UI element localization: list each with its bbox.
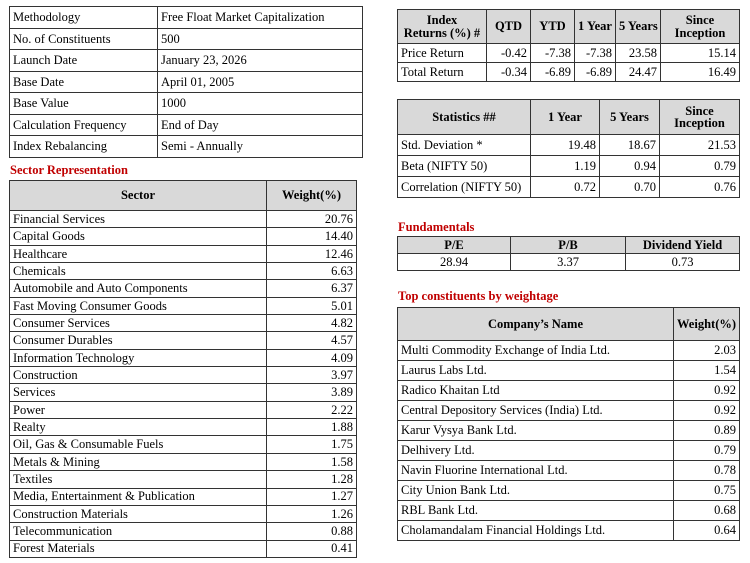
sector-name: Construction xyxy=(10,367,267,384)
sector-row xyxy=(10,488,357,505)
statistics-header: Statistics ## xyxy=(398,100,531,135)
sector-name: Telecommunication xyxy=(10,523,267,540)
constituents-header-row xyxy=(398,308,740,341)
info-value: 1000 xyxy=(158,93,363,115)
info-value: Free Float Market Capitalization xyxy=(158,7,363,29)
sector-row xyxy=(10,349,357,366)
sector-row xyxy=(10,367,357,384)
statistics-1y-header: 1 Year xyxy=(531,100,600,135)
constituent-weight: 0.79 xyxy=(674,441,740,461)
returns-body xyxy=(398,44,740,82)
dividend-yield-header: Dividend Yield xyxy=(626,237,740,254)
info-value: 500 xyxy=(158,28,363,50)
sector-row xyxy=(10,401,357,418)
statistics-5y: 0.70 xyxy=(600,177,660,198)
sector-name: Automobile and Auto Components xyxy=(10,280,267,297)
sector-name: Oil, Gas & Consumable Fuels xyxy=(10,436,267,453)
constituent-row xyxy=(398,401,740,421)
top-constituents-title: Top constituents by weightage xyxy=(398,289,559,303)
returns-5y: 23.58 xyxy=(616,44,661,63)
constituent-weight: 0.92 xyxy=(674,401,740,421)
returns-1y: -6.89 xyxy=(575,63,616,82)
sector-weight: 0.88 xyxy=(267,523,357,540)
returns-since-header: Since Inception xyxy=(661,10,740,44)
sector-name: Financial Services xyxy=(10,211,267,228)
info-label: Launch Date xyxy=(10,50,158,72)
info-row xyxy=(10,28,363,50)
company-name: Multi Commodity Exchange of India Ltd. xyxy=(398,341,674,361)
sector-header: Sector xyxy=(10,181,267,211)
sector-representation-title: Sector Representation xyxy=(10,163,128,177)
returns-row xyxy=(398,63,740,82)
sector-row xyxy=(10,228,357,245)
index-returns-table xyxy=(397,9,740,82)
returns-header: Index Returns (%) # xyxy=(398,10,487,44)
company-name: RBL Bank Ltd. xyxy=(398,501,674,521)
company-name-header: Company’s Name xyxy=(398,308,674,341)
sector-weight: 2.22 xyxy=(267,401,357,418)
sector-row xyxy=(10,280,357,297)
sector-row xyxy=(10,297,357,314)
sector-row xyxy=(10,436,357,453)
sector-weight: 1.26 xyxy=(267,505,357,522)
statistics-body xyxy=(398,135,740,198)
info-row xyxy=(10,114,363,136)
sector-name: Chemicals xyxy=(10,263,267,280)
statistics-table xyxy=(397,99,740,198)
constituent-row xyxy=(398,341,740,361)
statistics-1y: 0.72 xyxy=(531,177,600,198)
returns-ytd-header: YTD xyxy=(531,10,575,44)
info-row xyxy=(10,50,363,72)
returns-qtd: -0.34 xyxy=(487,63,531,82)
company-name: City Union Bank Ltd. xyxy=(398,481,674,501)
sector-name: Construction Materials xyxy=(10,505,267,522)
fundamentals-row xyxy=(398,254,740,271)
statistics-since: 0.79 xyxy=(660,156,740,177)
company-name: Cholamandalam Financial Holdings Ltd. xyxy=(398,521,674,541)
constituent-weight: 0.64 xyxy=(674,521,740,541)
pb-header: P/B xyxy=(511,237,626,254)
info-label: Index Rebalancing xyxy=(10,136,158,158)
constituent-row xyxy=(398,501,740,521)
sector-name: Power xyxy=(10,401,267,418)
sector-name: Consumer Durables xyxy=(10,332,267,349)
sector-row xyxy=(10,332,357,349)
sector-table xyxy=(9,180,357,558)
sector-row xyxy=(10,263,357,280)
info-value: Semi - Annually xyxy=(158,136,363,158)
returns-label: Total Return xyxy=(398,63,487,82)
constituent-weight: 0.92 xyxy=(674,381,740,401)
returns-header-row xyxy=(398,10,740,44)
pe-value: 28.94 xyxy=(398,254,511,271)
sector-row xyxy=(10,384,357,401)
info-value: End of Day xyxy=(158,114,363,136)
statistics-5y: 0.94 xyxy=(600,156,660,177)
statistics-5y: 18.67 xyxy=(600,135,660,156)
company-name: Laurus Labs Ltd. xyxy=(398,361,674,381)
sector-name: Media, Entertainment & Publication xyxy=(10,488,267,505)
constituent-row xyxy=(398,481,740,501)
sector-row xyxy=(10,505,357,522)
sector-weight: 12.46 xyxy=(267,245,357,262)
sector-name: Consumer Services xyxy=(10,315,267,332)
fundamentals-header-row xyxy=(398,237,740,254)
constituent-weight: 0.68 xyxy=(674,501,740,521)
info-row xyxy=(10,136,363,158)
sector-weight: 14.40 xyxy=(267,228,357,245)
info-row xyxy=(10,71,363,93)
index-info-table xyxy=(9,6,363,158)
info-row xyxy=(10,93,363,115)
statistics-since: 0.76 xyxy=(660,177,740,198)
index-info-body xyxy=(10,7,363,158)
sector-name: Healthcare xyxy=(10,245,267,262)
returns-ytd: -6.89 xyxy=(531,63,575,82)
statistics-label: Std. Deviation * xyxy=(398,135,531,156)
company-name: Karur Vysya Bank Ltd. xyxy=(398,421,674,441)
sector-name: Services xyxy=(10,384,267,401)
info-value: January 23, 2026 xyxy=(158,50,363,72)
sector-weight: 1.88 xyxy=(267,419,357,436)
company-name: Navin Fluorine International Ltd. xyxy=(398,461,674,481)
constituent-weight: 0.75 xyxy=(674,481,740,501)
constituent-row xyxy=(398,521,740,541)
sector-name: Metals & Mining xyxy=(10,453,267,470)
statistics-5y-header: 5 Years xyxy=(600,100,660,135)
constituent-weight: 0.89 xyxy=(674,421,740,441)
returns-1y-header: 1 Year xyxy=(575,10,616,44)
returns-1y: -7.38 xyxy=(575,44,616,63)
company-name: Central Depository Services (India) Ltd. xyxy=(398,401,674,421)
fundamentals-table xyxy=(397,236,740,271)
constituent-row xyxy=(398,361,740,381)
constituent-weight: 2.03 xyxy=(674,341,740,361)
sector-weight: 4.09 xyxy=(267,349,357,366)
info-row xyxy=(10,7,363,29)
constituent-weight-header: Weight(%) xyxy=(674,308,740,341)
returns-row xyxy=(398,44,740,63)
sector-row xyxy=(10,419,357,436)
info-label: No. of Constituents xyxy=(10,28,158,50)
sector-weight: 6.63 xyxy=(267,263,357,280)
statistics-label: Beta (NIFTY 50) xyxy=(398,156,531,177)
sector-row xyxy=(10,211,357,228)
sector-name: Information Technology xyxy=(10,349,267,366)
sector-weight: 6.37 xyxy=(267,280,357,297)
sector-row xyxy=(10,315,357,332)
info-label: Calculation Frequency xyxy=(10,114,158,136)
returns-qtd: -0.42 xyxy=(487,44,531,63)
sector-row xyxy=(10,471,357,488)
sector-weight: 5.01 xyxy=(267,297,357,314)
sector-name: Realty xyxy=(10,419,267,436)
pe-header: P/E xyxy=(398,237,511,254)
dividend-yield-value: 0.73 xyxy=(626,254,740,271)
returns-ytd: -7.38 xyxy=(531,44,575,63)
sector-name: Forest Materials xyxy=(10,540,267,557)
constituent-weight: 0.78 xyxy=(674,461,740,481)
constituents-table xyxy=(397,307,740,541)
info-label: Methodology xyxy=(10,7,158,29)
sector-weight: 4.82 xyxy=(267,315,357,332)
sector-weight: 3.97 xyxy=(267,367,357,384)
statistics-1y: 19.48 xyxy=(531,135,600,156)
weight-header: Weight(%) xyxy=(267,181,357,211)
returns-since: 15.14 xyxy=(661,44,740,63)
sector-name: Capital Goods xyxy=(10,228,267,245)
sector-weight: 1.58 xyxy=(267,453,357,470)
constituents-body xyxy=(398,341,740,541)
pb-value: 3.37 xyxy=(511,254,626,271)
company-name: Delhivery Ltd. xyxy=(398,441,674,461)
sector-weight: 20.76 xyxy=(267,211,357,228)
sector-weight: 1.27 xyxy=(267,488,357,505)
statistics-since: 21.53 xyxy=(660,135,740,156)
fundamentals-title: Fundamentals xyxy=(398,220,475,234)
returns-5y: 24.47 xyxy=(616,63,661,82)
constituent-row xyxy=(398,421,740,441)
constituent-row xyxy=(398,441,740,461)
sector-row xyxy=(10,540,357,557)
statistics-label: Correlation (NIFTY 50) xyxy=(398,177,531,198)
statistics-row xyxy=(398,135,740,156)
info-value: April 01, 2005 xyxy=(158,71,363,93)
constituent-weight: 1.54 xyxy=(674,361,740,381)
constituent-row xyxy=(398,381,740,401)
returns-qtd-header: QTD xyxy=(487,10,531,44)
sector-weight: 3.89 xyxy=(267,384,357,401)
sector-row xyxy=(10,245,357,262)
sector-body xyxy=(10,211,357,558)
statistics-header-row xyxy=(398,100,740,135)
sector-header-row xyxy=(10,181,357,211)
sector-name: Fast Moving Consumer Goods xyxy=(10,297,267,314)
info-label: Base Date xyxy=(10,71,158,93)
statistics-row xyxy=(398,156,740,177)
sector-row xyxy=(10,523,357,540)
sector-name: Textiles xyxy=(10,471,267,488)
returns-5y-header: 5 Years xyxy=(616,10,661,44)
info-label: Base Value xyxy=(10,93,158,115)
sector-weight: 1.75 xyxy=(267,436,357,453)
returns-label: Price Return xyxy=(398,44,487,63)
sector-weight: 1.28 xyxy=(267,471,357,488)
statistics-1y: 1.19 xyxy=(531,156,600,177)
constituent-row xyxy=(398,461,740,481)
returns-since: 16.49 xyxy=(661,63,740,82)
sector-weight: 4.57 xyxy=(267,332,357,349)
company-name: Radico Khaitan Ltd xyxy=(398,381,674,401)
sector-weight: 0.41 xyxy=(267,540,357,557)
sector-row xyxy=(10,453,357,470)
statistics-since-header: Since Inception xyxy=(660,100,740,135)
statistics-row xyxy=(398,177,740,198)
